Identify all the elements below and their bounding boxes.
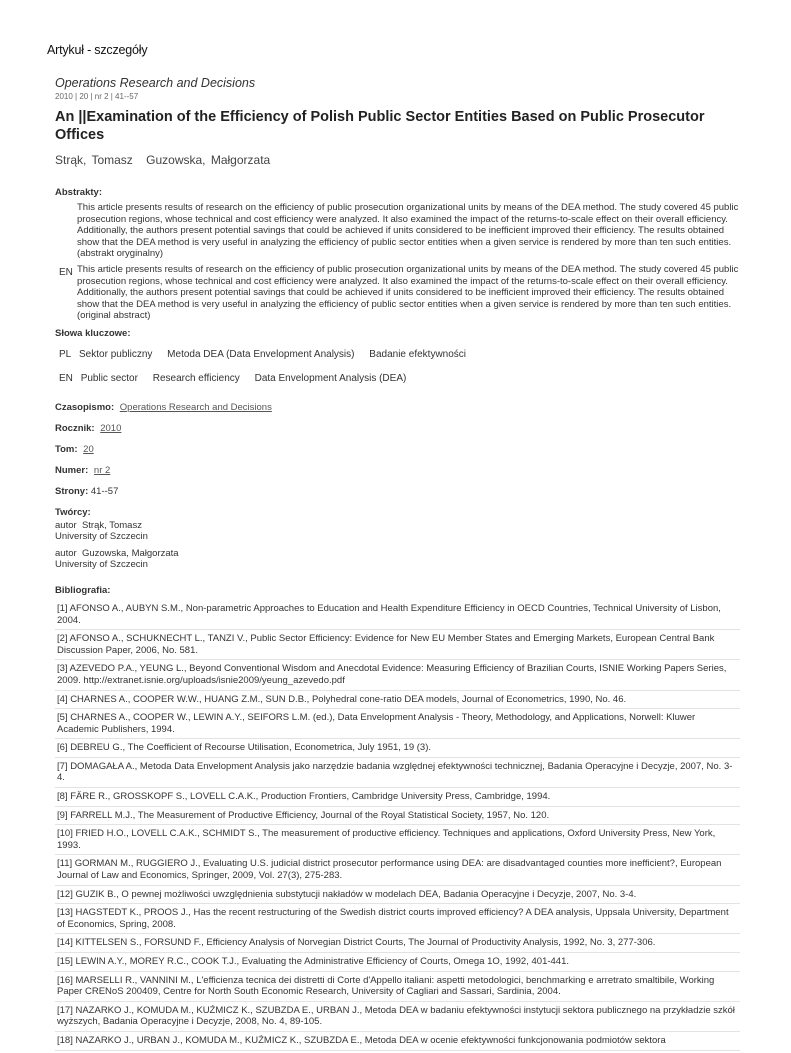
meta-year <box>55 423 740 434</box>
bibliography-list <box>55 602 740 1051</box>
creator-affiliation: University of Szczecin <box>55 559 148 571</box>
volume-link[interactable]: 20 <box>83 443 94 455</box>
page-header: Artykuł - szczegóły <box>47 43 148 57</box>
article-title: An ||Examination of the Efficiency of Polish Public Sector Entities Based on Public Prosecutor Offices <box>55 109 705 143</box>
bibliography-item: [1] AFONSO A., AUBYN S.M., Non-parametric Approaches to Education and Health Expenditure Efficiency in OECD Countries, Technical University of Lisbon, 2004. <box>55 602 740 630</box>
bibliography-item: [3] AZEVEDO P.A., YEUNG L., Beyond Conventional Wisdom and Anecdotal Evidence: Measuring Efficiency of Brazilian Courts, ISNIE Working Papers Series, 2009. http://extranet.isnie.org/uploads/isnie2009/yeung_azevedo.pdf <box>55 662 740 690</box>
bibliography-item: [10] FRIED H.O., LOVELL C.A.K., SCHMIDT S., The measurement of productive efficiency. Techniques and applications, Oxford University Press, New York, 1993. <box>55 827 740 855</box>
creator-role: autor <box>55 547 77 559</box>
meta-label: Numer: <box>55 464 89 476</box>
keyword[interactable]: Data Envelopment Analysis (DEA) <box>254 372 407 384</box>
journal-link[interactable]: Operations Research and Decisions <box>119 401 272 413</box>
keywords-en <box>55 373 740 384</box>
creator-role: autor <box>55 519 77 531</box>
creator-name[interactable]: Guzowska, Małgorzata <box>81 547 179 559</box>
author-name: Guzowska, Małgorzata <box>146 153 271 167</box>
journal-name: Operations Research and Decisions <box>55 76 256 90</box>
bibliography-item: [17] NAZARKO J., KOMUDA M., KUŹMICZ K., SZUBZDA E., URBAN J., Metoda DEA w badaniu efektywności instytucji sektora publicznego na przykładzie szkół wyższych, Badania Operacyjne i Decyzje, 2008, No. 4, 89-105. <box>55 1004 740 1032</box>
language-code: EN <box>59 266 73 278</box>
bibliography-item: [13] HAGSTEDT K., PROOS J., Has the recent restructuring of the Swedish district courts improved efficiency? A DEA analysis, Uppsala University, Department of Economics, Spring, 2008. <box>55 906 740 934</box>
creators-label: Twórcy: <box>55 506 91 518</box>
bibliography-item: [7] DOMAGAŁA A., Metoda Data Envelopment Analysis jako narzędzie badania względnej efektywności technicznej, Badania Operacyjne i Decyzje, 2007, No. 3-4. <box>55 760 740 788</box>
pages-value: 41--57 <box>90 485 119 497</box>
meta-pages <box>55 486 740 497</box>
bibliography-item: [15] LEWIN A.Y., MOREY R.C., COOK T.J., Evaluating the Administrative Efficiency of Courts, Omega 1O, 1992, 401-441. <box>55 955 740 972</box>
bibliography-item: [9] FARRELL M.J., The Measurement of Productive Efficiency, Journal of the Royal Statistical Society, 1957, No. 120. <box>55 809 740 826</box>
bibliography-item: [4] CHARNES A., COOPER W.W., HUANG Z.M., SUN D.B., Polyhedral cone-ratio DEA models, Journal of Econometrics, 1990, No. 46. <box>55 693 740 710</box>
meta-label: Tom: <box>55 443 78 455</box>
meta-label: Czasopismo: <box>55 401 115 413</box>
bibliography-item: [14] KITTELSEN S., FORSUND F., Efficiency Analysis of Norvegian District Courts, The Journal of Productivity Analysis, 1992, No. 3, 277-306. <box>55 936 740 953</box>
creator-entry <box>55 520 740 543</box>
creator-affiliation: University of Szczecin <box>55 531 148 543</box>
keyword[interactable]: Research efficiency <box>152 372 240 384</box>
year-link[interactable]: 2010 <box>100 422 122 434</box>
authors <box>55 153 740 167</box>
bibliography-item: [16] MARSELLI R., VANNINI M., L'efficienza tecnica dei distretti di Corte d'Appello italiani: aspetti metodologici, benchmarking e arretrato smaltibile, Working Paper CRENoS 200409, Centre for North South Economic Research, University of Cagliari and Sassari, Sardinia, 2004. <box>55 974 740 1002</box>
meta-volume <box>55 444 740 455</box>
bibliography-item: [5] CHARNES A., COOPER W., LEWIN A.Y., SEIFORS L.M. (ed.), Data Envelopment Analysis - Theory, Methodology, and Applications, Norwell: Kluwer Academic Publishers, 1994. <box>55 711 740 739</box>
creator-name[interactable]: Strąk, Tomasz <box>81 519 142 531</box>
abstracts-label: Abstrakty: <box>55 187 102 198</box>
bibliography-item: [18] NAZARKO J., URBAN J., KOMUDA M., KUŹMICZ K., SZUBZDA E., Metoda DEA w ocenie efektywności funkcjonowania podmiotów sektora <box>55 1034 740 1051</box>
bibliography-item: [11] GORMAN M., RUGGIERO J., Evaluating U.S. judicial district prosecutor performance using DEA: are disadvantaged counties more inefficient?, European Journal of Law and Economics, Springer, 2009, Vol. 27(3), 275-283. <box>55 857 740 885</box>
keywords-pl <box>55 349 740 360</box>
keyword[interactable]: Badanie efektywności <box>369 348 467 360</box>
author-name: Strąk, Tomasz <box>55 153 133 167</box>
number-link[interactable]: nr 2 <box>93 464 111 476</box>
language-code: EN <box>59 372 73 384</box>
issue-line: 2010 | 20 | nr 2 | 41--57 <box>55 92 139 101</box>
bibliography-item: [6] DEBREU G., The Coefficient of Recourse Utilisation, Econometrica, July 1951, 19 (3). <box>55 741 740 758</box>
meta-label: Rocznik: <box>55 422 95 434</box>
abstract-original <box>55 202 740 260</box>
meta-label: Strony: <box>55 485 89 497</box>
abstract-text: This article presents results of research on the efficiency of public prosecution organizational units by means of the DEA method. The study covered 45 public prosecution regions, whose technical and cost efficiency were analyzed. It also examined the impact of the returns-to-scale effect on their overall efficiency. Additionally, the authors present potential savings that could be achieved if units considered to be inefficient improved their efficiency. The results obtained show that the DEA method is very useful in analyzing the efficiency of public sector entities when a given service is rendered by more than ten such entities. (abstrakt oryginalny) <box>77 202 739 260</box>
keywords-label: Słowa kluczowe: <box>55 327 131 339</box>
bibliography-label: Bibliografia: <box>55 584 111 596</box>
meta-journal <box>55 402 740 413</box>
language-code: PL <box>59 348 72 360</box>
abstract-en <box>55 264 740 322</box>
article-details <box>55 76 740 1053</box>
meta-number <box>55 465 740 476</box>
bibliography-item: [2] AFONSO A., SCHUKNECHT L., TANZI V., Public Sector Efficiency: Evidence for New EU Member States and Emerging Markets, European Central Bank Discussion Paper, 2006, No. 581. <box>55 632 740 660</box>
keyword[interactable]: Public sector <box>80 372 138 384</box>
bibliography-item: [12] GUZIK B., O pewnej możliwości uwzględnienia substytucji nakładów w modelach DEA, Badania Operacyjne i Decyzje, 2007, No. 3-4. <box>55 888 740 905</box>
creator-entry <box>55 548 740 571</box>
bibliography-item: [8] FÄRE R., GROSSKOPF S., LOVELL C.A.K., Production Frontiers, Cambridge University Press, Cambridge, 1994. <box>55 790 740 807</box>
abstract-text: This article presents results of research on the efficiency of public prosecution organizational units by means of the DEA method. The study covered 45 public prosecution regions, whose technical and cost efficiency were analyzed. It also examined the impact of the returns-to-scale effect on their overall efficiency. Additionally, the authors present potential savings that could be achieved if units considered to be inefficient improved their efficiency. The results obtained show that the DEA method is very useful in analyzing the efficiency of public sector entities when a given service is rendered by more than ten such entities. (original abstract) <box>77 263 739 322</box>
keyword[interactable]: Metoda DEA (Data Envelopment Analysis) <box>167 348 355 360</box>
keyword[interactable]: Sektor publiczny <box>79 348 153 360</box>
